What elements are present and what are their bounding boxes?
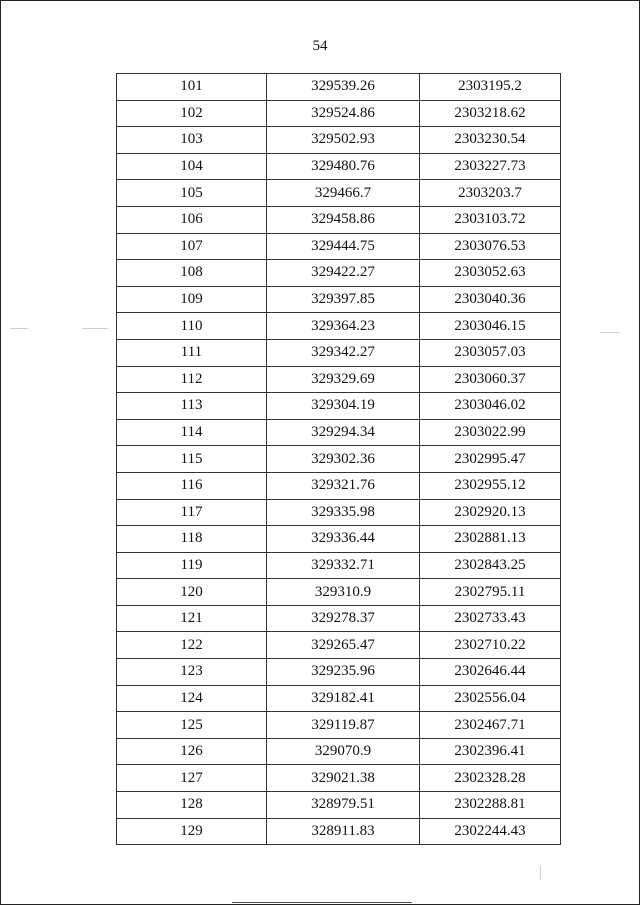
table-row: [117, 233, 561, 260]
table-row: [117, 792, 561, 819]
x-coordinate-cell: 328979.51: [267, 792, 420, 819]
table-row: [117, 605, 561, 632]
point-number-cell: 128: [117, 792, 267, 819]
point-number-cell: 105: [117, 180, 267, 207]
point-number-cell: 125: [117, 712, 267, 739]
table-row: [117, 74, 561, 101]
x-coordinate-cell: 329310.9: [267, 579, 420, 606]
y-coordinate-cell: 2302881.13: [420, 526, 561, 553]
point-number-cell: 114: [117, 419, 267, 446]
y-coordinate-cell: 2303040.36: [420, 286, 561, 313]
y-coordinate-cell: 2303227.73: [420, 153, 561, 180]
point-number-cell: 106: [117, 206, 267, 233]
x-coordinate-cell: 329294.34: [267, 419, 420, 446]
y-coordinate-cell: 2302995.47: [420, 446, 561, 473]
point-number-cell: 111: [117, 339, 267, 366]
table-row: [117, 393, 561, 420]
bottom-rule: [232, 902, 412, 903]
scan-mark: [600, 332, 620, 333]
point-number-cell: 104: [117, 153, 267, 180]
table-row: [117, 180, 561, 207]
x-coordinate-cell: 329321.76: [267, 472, 420, 499]
point-number-cell: 112: [117, 366, 267, 393]
y-coordinate-cell: 2303218.62: [420, 100, 561, 127]
point-number-cell: 121: [117, 605, 267, 632]
table-row: [117, 419, 561, 446]
point-number-cell: 102: [117, 100, 267, 127]
y-coordinate-cell: 2302955.12: [420, 472, 561, 499]
table-row: [117, 818, 561, 845]
x-coordinate-cell: 329265.47: [267, 632, 420, 659]
x-coordinate-cell: 328911.83: [267, 818, 420, 845]
point-number-cell: 116: [117, 472, 267, 499]
y-coordinate-cell: 2303060.37: [420, 366, 561, 393]
table-row: [117, 100, 561, 127]
table-row: [117, 552, 561, 579]
y-coordinate-cell: 2303022.99: [420, 419, 561, 446]
x-coordinate-cell: 329332.71: [267, 552, 420, 579]
y-coordinate-cell: 2303103.72: [420, 206, 561, 233]
table-row: [117, 286, 561, 313]
y-coordinate-cell: 2303046.02: [420, 393, 561, 420]
x-coordinate-cell: 329119.87: [267, 712, 420, 739]
scan-mark: [10, 328, 28, 329]
x-coordinate-cell: 329539.26: [267, 74, 420, 101]
x-coordinate-cell: 329335.98: [267, 499, 420, 526]
table-row: [117, 738, 561, 765]
y-coordinate-cell: 2303076.53: [420, 233, 561, 260]
point-number-cell: 124: [117, 685, 267, 712]
y-coordinate-cell: 2303203.7: [420, 180, 561, 207]
table-row: [117, 366, 561, 393]
x-coordinate-cell: 329235.96: [267, 659, 420, 686]
x-coordinate-cell: 329329.69: [267, 366, 420, 393]
point-number-cell: 127: [117, 765, 267, 792]
y-coordinate-cell: 2302328.28: [420, 765, 561, 792]
x-coordinate-cell: 329070.9: [267, 738, 420, 765]
y-coordinate-cell: 2302467.71: [420, 712, 561, 739]
point-number-cell: 107: [117, 233, 267, 260]
coordinate-table: [116, 73, 561, 845]
point-number-cell: 120: [117, 579, 267, 606]
point-number-cell: 109: [117, 286, 267, 313]
x-coordinate-cell: 329302.36: [267, 446, 420, 473]
y-coordinate-cell: 2302288.81: [420, 792, 561, 819]
table-row: [117, 153, 561, 180]
y-coordinate-cell: 2303230.54: [420, 127, 561, 154]
y-coordinate-cell: 2302710.22: [420, 632, 561, 659]
page-number: 54: [312, 38, 328, 54]
point-number-cell: 122: [117, 632, 267, 659]
point-number-cell: 129: [117, 818, 267, 845]
point-number-cell: 113: [117, 393, 267, 420]
x-coordinate-cell: 329480.76: [267, 153, 420, 180]
table-row: [117, 765, 561, 792]
x-coordinate-cell: 329524.86: [267, 100, 420, 127]
x-coordinate-cell: 329182.41: [267, 685, 420, 712]
y-coordinate-cell: 2302843.25: [420, 552, 561, 579]
table-row: [117, 712, 561, 739]
point-number-cell: 108: [117, 260, 267, 287]
table-row: [117, 685, 561, 712]
table-row: [117, 339, 561, 366]
x-coordinate-cell: 329422.27: [267, 260, 420, 287]
x-coordinate-cell: 329304.19: [267, 393, 420, 420]
table-row: [117, 579, 561, 606]
table-row: [117, 446, 561, 473]
table-row: [117, 526, 561, 553]
point-number-cell: 117: [117, 499, 267, 526]
y-coordinate-cell: 2302556.04: [420, 685, 561, 712]
x-coordinate-cell: 329021.38: [267, 765, 420, 792]
y-coordinate-cell: 2303052.63: [420, 260, 561, 287]
y-coordinate-cell: 2302733.43: [420, 605, 561, 632]
y-coordinate-cell: 2303057.03: [420, 339, 561, 366]
scan-mark: [540, 866, 541, 880]
x-coordinate-cell: 329502.93: [267, 127, 420, 154]
point-number-cell: 110: [117, 313, 267, 340]
y-coordinate-cell: 2303046.15: [420, 313, 561, 340]
y-coordinate-cell: 2302920.13: [420, 499, 561, 526]
x-coordinate-cell: 329466.7: [267, 180, 420, 207]
x-coordinate-cell: 329364.23: [267, 313, 420, 340]
point-number-cell: 118: [117, 526, 267, 553]
y-coordinate-cell: 2302795.11: [420, 579, 561, 606]
table-row: [117, 206, 561, 233]
point-number-cell: 126: [117, 738, 267, 765]
point-number-cell: 119: [117, 552, 267, 579]
table-row: [117, 313, 561, 340]
y-coordinate-cell: 2302396.41: [420, 738, 561, 765]
x-coordinate-cell: 329278.37: [267, 605, 420, 632]
table-row: [117, 499, 561, 526]
x-coordinate-cell: 329336.44: [267, 526, 420, 553]
table-row: [117, 632, 561, 659]
y-coordinate-cell: 2302646.44: [420, 659, 561, 686]
table-row: [117, 260, 561, 287]
table-row: [117, 659, 561, 686]
table-row: [117, 472, 561, 499]
x-coordinate-cell: 329342.27: [267, 339, 420, 366]
scan-mark: [82, 328, 108, 329]
y-coordinate-cell: 2302244.43: [420, 818, 561, 845]
table-row: [117, 127, 561, 154]
point-number-cell: 123: [117, 659, 267, 686]
point-number-cell: 103: [117, 127, 267, 154]
x-coordinate-cell: 329444.75: [267, 233, 420, 260]
x-coordinate-cell: 329397.85: [267, 286, 420, 313]
point-number-cell: 115: [117, 446, 267, 473]
point-number-cell: 101: [117, 74, 267, 101]
y-coordinate-cell: 2303195.2: [420, 74, 561, 101]
coordinate-table-body: [117, 74, 561, 845]
x-coordinate-cell: 329458.86: [267, 206, 420, 233]
